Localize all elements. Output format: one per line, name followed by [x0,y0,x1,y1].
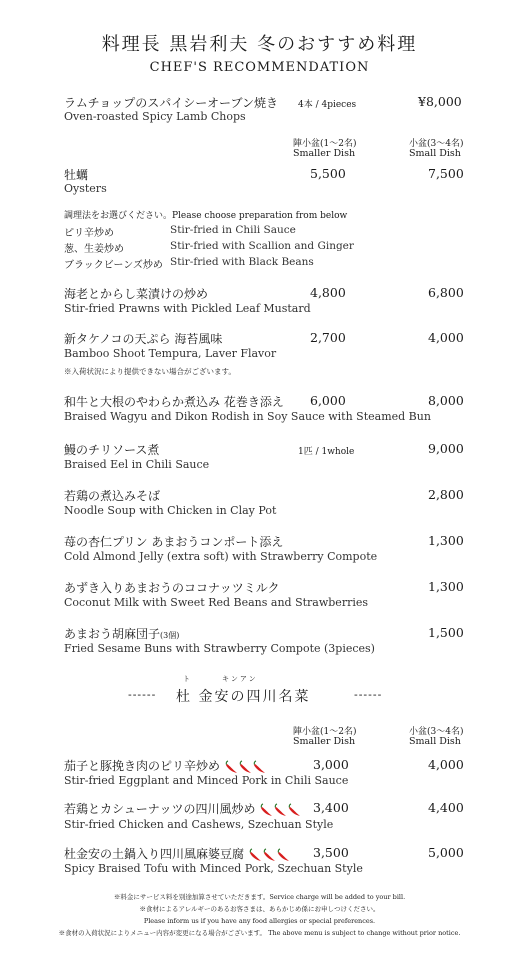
prawns-name-jp: 海老とからし菜漬けの炒め [64,287,209,301]
bamboo-price-smaller: 2,700 [310,330,346,345]
cashew-name-jp: 若鶏とカシューナッツの四川風炒め [64,802,256,816]
smaller-dish-jp-2: 陣小盆(1～2名) [293,727,357,737]
smaller-dish-jp: 陣小盆(1～2名) [293,139,357,149]
preparation-intro: 調理法をお選びください。Please choose preparation from below [64,211,348,221]
cashew-price-small: 4,400 [428,800,464,815]
tofu-price-smaller: 3,500 [313,845,349,860]
lamb-price: ¥8,000 [418,94,462,109]
prawns-price-small: 6,800 [428,285,464,300]
small-dish-jp-2: 小盆(3～4名) [409,727,464,737]
cashew-name-en: Stir-fried Chicken and Cashews, Szechuan Style [64,818,334,831]
wagyu-price-small: 8,000 [428,393,464,408]
footer-allergy-en: Please inform us if you have any food allergies or special preferences. [143,917,376,925]
menu-title-english: CHEF'S RECOMMENDATION [149,60,370,75]
chili-pepper-icon [252,760,266,774]
footer-allergy-jp: ※食材によるアレルギーのあるお客さまは、あらかじめ係にお申しつけください。 [139,905,380,913]
almond-name-jp: 苺の杏仁プリン あまおうコンポート添え [64,535,284,549]
size-header-smaller [293,139,356,159]
oysters-name-jp: 牡蠣 [64,168,89,182]
chili-pepper-icon [248,848,262,862]
chili-rating [224,759,266,773]
footer-menu-change: ※食材の入荷状況によりメニュー内容が変更になる場合がございます。 The above menu is subject to change without prior notice. [58,929,461,937]
small-dish-en: Small Dish [409,148,461,159]
eel-price: 9,000 [428,441,464,456]
prep-option-2-jp: 葱、生姜炒め [64,244,124,255]
eel-name-en: Braised Eel in Chili Sauce [64,458,210,471]
almond-price: 1,300 [428,533,464,548]
footer-service-charge: ※料金にサービス料を別途加算させていただきます。Service charge will be added to your bill. [113,893,406,901]
prep-option-1-jp: ピリ辛炒め [64,228,114,239]
almond-name-en: Cold Almond Jelly (extra soft) with Strawberry Compote [64,550,378,563]
sesame-price: 1,500 [428,625,464,640]
eel-name-jp: 鰻のチリソース煮 [64,443,160,457]
wagyu-name-jp: 和牛と大根のやわらか煮込み 花巻き添え [64,395,284,409]
eggplant-name [64,757,266,774]
prawns-name-en: Stir-fried Prawns with Pickled Leaf Mustard [64,302,311,315]
prep-option-2-en: Stir-fried with Scallion and Ginger [170,240,354,252]
oysters-name-en: Oysters [64,182,107,195]
chili-pepper-icon [259,803,273,817]
oysters-price-smaller: 5,500 [310,166,346,181]
smaller-dish-en-2: Smaller Dish [293,736,356,747]
noodle-name-jp: 若鶏の煮込みそば [64,489,161,503]
cashew-name [64,800,301,817]
chili-pepper-icon [224,760,238,774]
eggplant-name-jp: 茄子と豚挽き肉のピリ辛炒め [64,759,221,773]
lamb-name-en: Oven-roasted Spicy Lamb Chops [64,110,246,123]
chili-pepper-icon [273,803,287,817]
eggplant-name-en: Stir-fried Eggplant and Minced Pork in Chili Sauce [64,774,349,787]
coconut-name-en: Coconut Milk with Sweet Red Beans and Strawberries [64,596,369,609]
lamb-name-jp: ラムチョップのスパイシーオーブン焼き [64,96,278,110]
coconut-name-jp: あずき入りあまおうのココナッツミルク [64,581,280,595]
tofu-name [64,845,290,862]
tofu-price-small: 5,000 [428,845,464,860]
lamb-quantity: 4本 / 4pieces [298,100,357,110]
chili-pepper-icon [287,803,301,817]
sesame-name-jp: あまおう胡麻団子 [64,627,161,641]
size-header-small [409,139,463,159]
chili-pepper-icon [238,760,252,774]
prawns-price-smaller: 4,800 [310,285,346,300]
noodle-price: 2,800 [428,487,464,502]
section-ruby-to: ト [183,675,190,683]
eggplant-price-small: 4,000 [428,757,464,772]
tofu-name-jp: 杜金安の土鍋入り四川風麻婆豆腐 [64,847,245,861]
menu-title-japanese: 料理長 黒岩利夫 冬のおすすめ料理 [101,34,418,55]
chili-rating [248,847,290,861]
bamboo-availability-note: ※入荷状況により提供できない場合がございます。 [64,367,236,376]
chili-pepper-icon [276,848,290,862]
smaller-dish-en: Smaller Dish [293,148,356,159]
chili-rating [259,802,301,816]
small-dish-en-2: Small Dish [409,736,461,747]
section-title: 杜 金安の四川名菜 [176,689,311,705]
small-dish-jp: 小盆(3～4名) [409,139,464,149]
cashew-price-smaller: 3,400 [313,800,349,815]
bamboo-name-jp: 新タケノコの天ぷら 海苔風味 [64,332,223,346]
prep-option-1-en: Stir-fried in Chili Sauce [170,224,296,236]
wagyu-name-en: Braised Wagyu and Dikon Rodish in Soy Sauce with Steamed Bun [64,410,431,423]
prep-option-3-jp: ブラックビーンズ炒め [64,260,163,271]
oysters-price-small: 7,500 [428,166,464,181]
chili-pepper-icon [262,848,276,862]
section-dashes-left: ------ [128,688,157,701]
bamboo-name-en: Bamboo Shoot Tempura, Laver Flavor [64,347,277,360]
prep-option-3-en: Stir-fried with Black Beans [170,256,314,268]
tofu-name-en: Spicy Braised Tofu with Minced Pork, Szechuan Style [64,862,363,875]
size-header-small-2 [409,727,463,747]
size-header-smaller-2 [293,727,356,747]
wagyu-price-smaller: 6,000 [310,393,346,408]
section-ruby-kinan: キンアン [222,675,258,683]
section-dashes-right: ------ [354,688,383,701]
sesame-name [64,625,179,642]
eel-quantity: 1匹 / 1whole [298,447,355,457]
eggplant-price-smaller: 3,000 [313,757,349,772]
sesame-count: (3個) [160,631,180,640]
noodle-name-en: Noodle Soup with Chicken in Clay Pot [64,504,277,517]
bamboo-price-small: 4,000 [428,330,464,345]
coconut-price: 1,300 [428,579,464,594]
sesame-name-en: Fried Sesame Buns with Strawberry Compote (3pieces) [64,642,375,655]
